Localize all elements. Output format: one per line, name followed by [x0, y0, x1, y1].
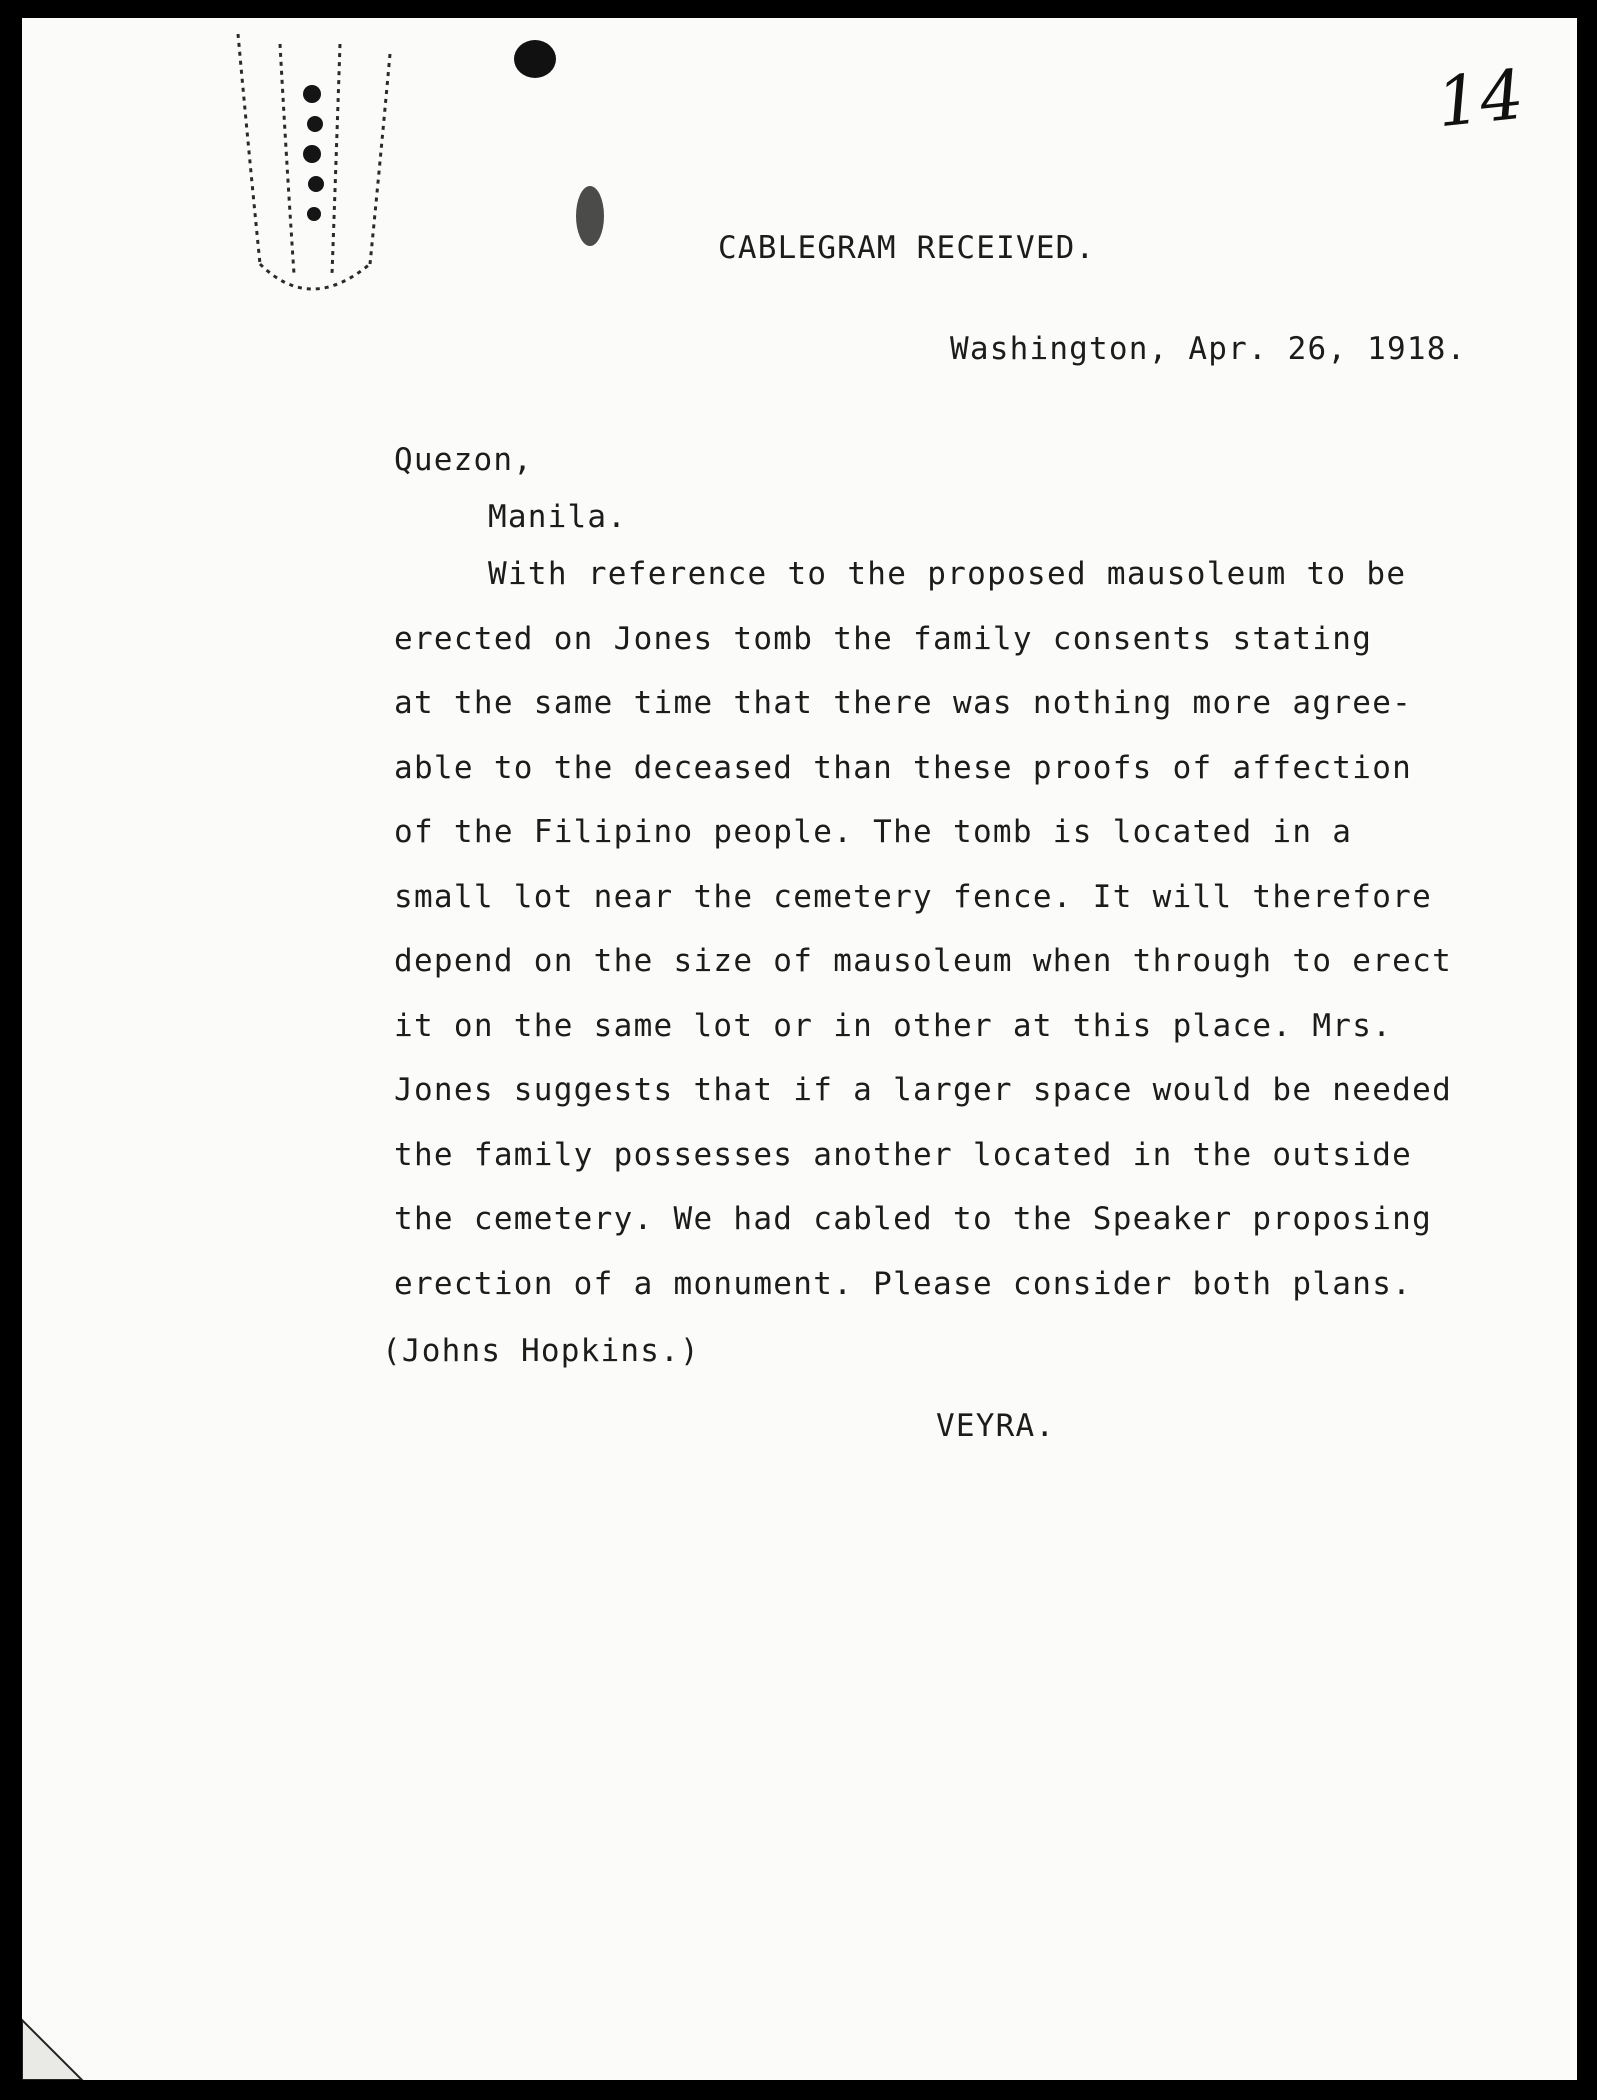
- body-line: depend on the size of mausoleum when through to erect: [394, 943, 1453, 979]
- body-line: of the Filipino people. The tomb is located in a: [394, 814, 1353, 850]
- body-line: it on the same lot or in other at this place. Mrs.: [394, 1008, 1393, 1044]
- body-line: erected on Jones tomb the family consents stating: [394, 621, 1373, 657]
- body-line: small lot near the cemetery fence. It will therefore: [394, 879, 1433, 915]
- corner-fold: [22, 1990, 112, 2080]
- dateline: Washington, Apr. 26, 1918.: [950, 331, 1467, 367]
- body-line: the cemetery. We had cabled to the Speaker proposing: [394, 1201, 1433, 1237]
- body-line: With reference to the proposed mausoleum to be: [488, 556, 1407, 592]
- page-number: 14: [1433, 55, 1528, 144]
- note: (Johns Hopkins.): [382, 1333, 700, 1369]
- ink-smudge: [570, 176, 610, 256]
- paper-fastener-mark: [220, 24, 410, 314]
- body-line: Jones suggests that if a larger space would be needed: [394, 1072, 1453, 1108]
- body-line: able to the deceased than these proofs of affection: [394, 750, 1413, 786]
- body-line: at the same time that there was nothing more agree-: [394, 685, 1413, 721]
- location: Manila.: [488, 499, 628, 535]
- document-page: [22, 18, 1577, 2080]
- addressee: Quezon,: [394, 442, 534, 478]
- body-line: erection of a monument. Please consider both plans.: [394, 1266, 1413, 1302]
- ink-blot: [510, 34, 560, 84]
- signature: VEYRA.: [936, 1408, 1056, 1444]
- body-line: the family possesses another located in the outside: [394, 1137, 1413, 1173]
- heading: CABLEGRAM RECEIVED.: [718, 230, 1096, 266]
